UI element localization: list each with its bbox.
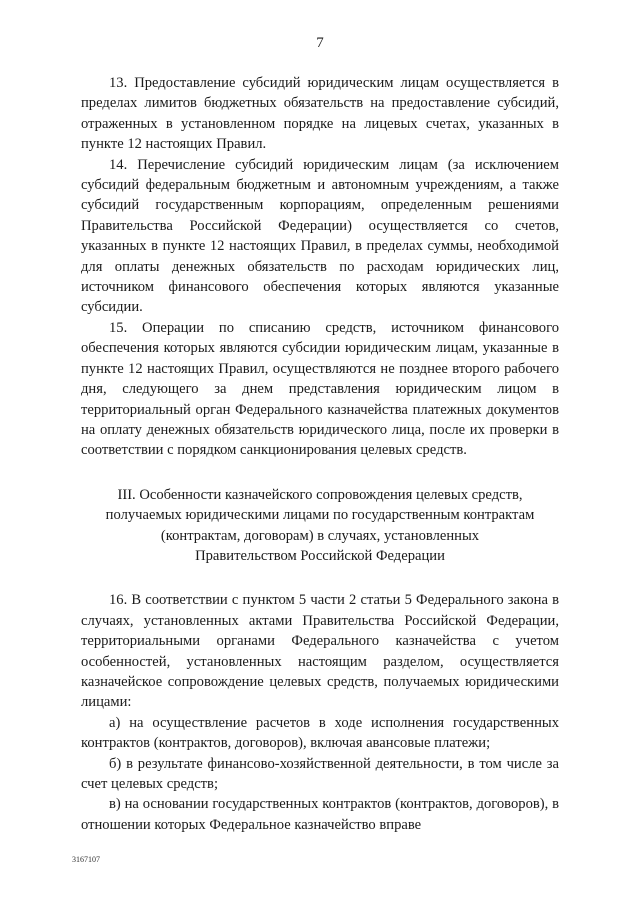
subparagraph-v: в) на основании государственных контрактов (контрактов, договоров), в отношении которых Федеральное казначейство вправе <box>81 796 559 833</box>
paragraph-14: 14. Перечисление субсидий юридическим лицам (за исключением субсидий федеральным бюджетным и автономным учреждениям, а также субсидий государственным корпорациям, определенным решениями Правительства Российской Федерации) осуществляется со счетов, указанных в пункте 12 настоящих Правил, в пределах суммы, необходимой для оплаты денежных обязательств по расходам юридических лиц, источником финансового обеспечения которых являются указанные субсидии. <box>81 156 559 316</box>
paragraph-13: 13. Предоставление субсидий юридическим лицам осуществляется в пределах лимитов бюджетных обязательств на предоставление субсидий, отраженных в установленном порядке на лицевых счетах, указанных в пункте 12 настоящих Правил. <box>81 75 559 153</box>
subparagraph-b: б) в результате финансово-хозяйственной деятельности, в том числе за счет целевых средств; <box>81 755 559 792</box>
paragraph-15: 15. Операции по списанию средств, источником финансового обеспечения которых являются субсидии юридическим лицам, указанные в пункте 12 настоящих Правил, осуществляются не позднее второго рабочего дня, следующего за днем представления юридическим лицом в территориальный орган Федерального казначейства платежных документов на оплату денежных обязательств юридического лица, после их проверки в соответствии с порядком санкционирования целевых средств. <box>81 319 559 459</box>
page-number: 7 <box>316 35 324 51</box>
document-body <box>81 73 559 835</box>
paragraph-16: 16. В соответствии с пунктом 5 части 2 статьи 5 Федерального закона в случаях, установленных актами Правительства Российской Федерации, территориальными органами Федерального казначейства с учетом особенностей, установленных настоящим разделом, осуществляется казначейское сопровождение целевых средств, получаемых юридическими лицами: <box>81 592 559 711</box>
section-heading-line: Правительством Российской Федерации <box>195 547 445 564</box>
section-heading-line: (контрактам, договорам) в случаях, установленных <box>160 527 480 544</box>
section-heading <box>81 485 559 567</box>
section-heading-line: получаемых юридическими лицами по государственным контрактам <box>105 507 535 524</box>
subparagraph-a: а) на осуществление расчетов в ходе исполнения государственных контрактов (контрактов, договоров), включая авансовые платежи; <box>81 714 559 752</box>
section-heading-line: III. Особенности казначейского сопровождения целевых средств, <box>117 486 523 503</box>
document-code: 3167107 <box>72 855 100 864</box>
